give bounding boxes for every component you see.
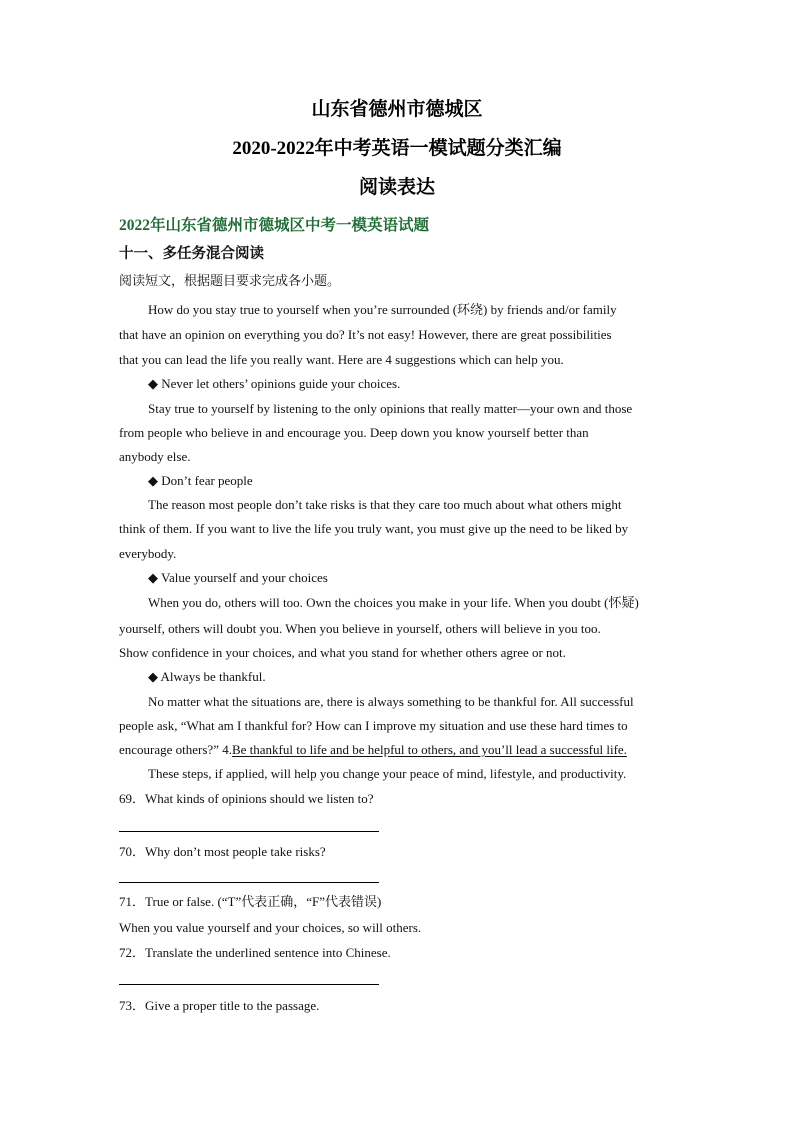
passage-line: everybody. <box>119 546 177 561</box>
suggestion-heading: ◆ Don’t fear people <box>148 473 253 488</box>
title-exam: 2020-2022年中考英语一模试题分类汇编 <box>232 138 562 159</box>
passage-line: Stay true to yourself by listening to the only opinions that really matter—your own and those <box>148 401 633 416</box>
suggestion-heading: ◆ Never let others’ opinions guide your choices. <box>148 376 401 391</box>
passage-text: encourage others?” 4. <box>119 742 232 757</box>
answer-line-70[interactable] <box>119 882 379 883</box>
passage-line: think of them. If you want to live the life you truly want, you must give up the need to be liked by <box>119 521 629 536</box>
passage-line: people ask, “What am I thankful for? How can I improve my situation and use these hard times to <box>119 718 628 733</box>
passage-line-with-underline <box>119 741 627 759</box>
passage-line: that have an opinion on everything you do? It’s not easy! However, there are great possibilities <box>119 327 612 342</box>
passage-line: that you can lead the life you really want. Here are 4 suggestions which can help you. <box>119 352 564 367</box>
question-73: 73．Give a proper title to the passage. <box>119 998 320 1013</box>
passage-line: The reason most people don’t take risks is that they care too much about what others might <box>148 497 622 512</box>
underlined-sentence: Be thankful to life and be helpful to others, and you’ll lead a successful life. <box>231 742 627 757</box>
question-71: 71．True or false. (“T”代表正确，“F”代表错误) <box>119 894 382 909</box>
question-70: 70．Why don’t most people take risks? <box>119 844 326 859</box>
suggestion-heading: ◆ Always be thankful. <box>148 669 266 684</box>
title-topic: 阅读表达 <box>358 177 435 198</box>
answer-line-72[interactable] <box>119 984 379 985</box>
suggestion-heading: ◆ Value yourself and your choices <box>148 570 328 585</box>
answer-line-69[interactable] <box>119 831 379 832</box>
passage-line: How do you stay true to yourself when you’re surrounded (环绕) by friends and/or family <box>148 302 617 317</box>
question-69: 69．What kinds of opinions should we listen to? <box>119 791 374 806</box>
passage-line: Show confidence in your choices, and what you stand for whether others agree or not. <box>119 645 566 660</box>
passage-line: These steps, if applied, will help you change your peace of mind, lifestyle, and productivity. <box>148 766 627 781</box>
instructions: 阅读短文，根据题目要求完成各小题。 <box>119 273 341 288</box>
part-heading: 十一、多任务混合阅读 <box>119 246 264 262</box>
title-region: 山东省德州市德城区 <box>311 99 483 120</box>
question-72: 72．Translate the underlined sentence into Chinese. <box>119 945 391 960</box>
passage-line: No matter what the situations are, there is always something to be thankful for. All successful <box>148 694 634 709</box>
section-heading: 2022年山东省德州市德城区中考一模英语试题 <box>119 217 430 234</box>
passage-line: When you do, others will too. Own the choices you make in your life. When you doubt (怀疑) <box>148 595 639 610</box>
passage-line: from people who believe in and encourage you. Deep down you know yourself better than <box>119 425 589 440</box>
question-71-statement: When you value yourself and your choices, so will others. <box>119 920 422 935</box>
passage-line: anybody else. <box>119 449 191 464</box>
passage-line: yourself, others will doubt you. When you believe in yourself, others will believe in you too. <box>119 621 601 636</box>
